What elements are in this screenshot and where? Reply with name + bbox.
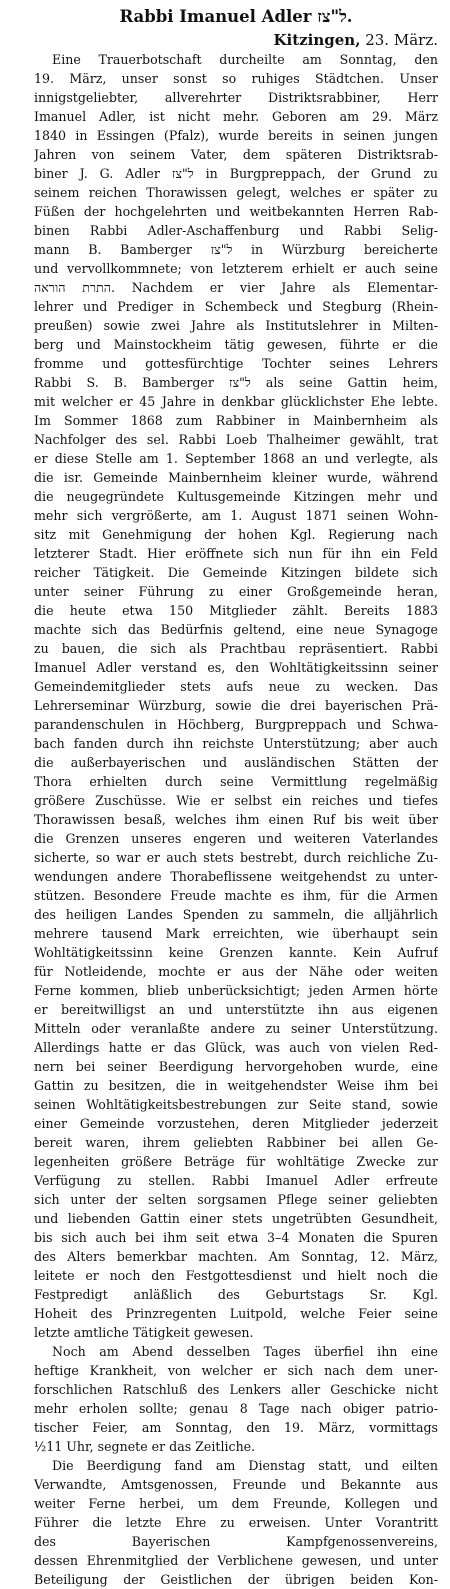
text-line: die neugegründete Kultusgemeinde Kitzingen mehr und xyxy=(34,489,438,504)
text-line: Thora erhielten durch seine Vermittlung regelmäßig xyxy=(34,774,438,789)
text-line: bis sich auch bei ihm seit etwa 3–4 Monaten die Spuren xyxy=(34,1230,438,1245)
text-line: Die Beerdigung fand am Dienstag statt, und eilten xyxy=(52,1458,438,1473)
text-line: die heute etwa 150 Mitglieder zählt. Bereits 1883 xyxy=(34,603,438,618)
text-line: dessen Ehrenmitglied der Verblichene gewesen, und unter xyxy=(34,1553,438,1568)
text-line: heftige Krankheit, von welcher er sich nach dem uner- xyxy=(34,1363,438,1378)
text-line: Ferne kommen, blieb unberücksichtigt; jeden Armen hörte xyxy=(34,983,438,998)
text-line: tischer Feier, am Sonntag, den 19. März, vormittags xyxy=(34,1420,438,1435)
text-line: Eine Trauerbotschaft durcheilte am Sonntag, den xyxy=(52,52,438,67)
text-line: letzterer Stadt. Hier eröffnete sich nun für ihn ein Feld xyxy=(34,546,438,561)
text-line: innigstgeliebter, allverehrter Distriktsrabbiner, Herr xyxy=(34,90,438,105)
text-line: legenheiten größere Beträge für wohltätige Zwecke zur xyxy=(34,1154,438,1169)
text-line: Lehrerseminar Würzburg, sowie die drei bayerischen Prä- xyxy=(34,698,438,713)
text-line: seinen Wohltätigkeitsbestrebungen zur Seite stand, sowie xyxy=(34,1097,438,1112)
text-line: größere Zuschüsse. Wie er selbst ein reiches und tiefes xyxy=(34,793,438,808)
article-title: Rabbi Imanuel Adler ל"צז. xyxy=(119,7,353,26)
text-line: התרת הוראה. Nachdem er vier Jahre als Elementar- xyxy=(34,280,438,295)
text-line: die Grenzen unseres engeren und weiteren Vaterlandes xyxy=(34,831,438,846)
text-line: binen Rabbi Adler-Aschaffenburg und Rabbi Selig- xyxy=(34,223,438,238)
text-line: ½11 Uhr, segnete er das Zeitliche. xyxy=(34,1439,256,1454)
text-line: parandenschulen in Höchberg, Burgpreppach und Schwa- xyxy=(34,717,438,732)
text-line: einer Gemeinde vorzustehen, deren Mitglieder jederzeit xyxy=(34,1116,438,1131)
text-line: er bereitwilligst an und unterstützte ihn aus eigenen xyxy=(34,1002,438,1017)
text-line: machte sich das Bedürfnis geltend, eine neue Synagoge xyxy=(34,622,438,637)
text-line: Festpredigt anläßlich des Geburtstags Sr. Kgl. xyxy=(34,1287,438,1302)
text-line: Beteiligung der Geistlichen der übrigen beiden Kon- xyxy=(34,1572,438,1587)
text-line: mehr sich vergrößerte, am 1. August 1871 seinen Wohn- xyxy=(34,508,438,523)
text-line: und vervollkommnete; von letzterem erhielt er auch seine xyxy=(34,261,438,276)
text-line: 1840 in Essingen (Pfalz), wurde bereits in seinen jungen xyxy=(34,128,438,143)
text-line: biner J. G. Adler ל"צז in Burgpreppach, der Grund zu xyxy=(34,166,438,181)
text-line: preußen) sowie zwei Jahre als Institutslehrer in Milten- xyxy=(34,318,438,333)
text-line: er diese Stelle am 1. September 1868 an und verlegte, als xyxy=(34,451,438,466)
text-line: des Bayerischen Kampfgenossenvereins, xyxy=(34,1534,438,1549)
text-line: Im Sommer 1868 zum Rabbiner in Mainbernheim als xyxy=(34,413,438,428)
text-line: mann B. Bamberger ל"צז in Würzburg bereicherte xyxy=(34,242,438,257)
text-line: 19. März, unser sonst so ruhiges Städtchen. Unser xyxy=(34,71,438,86)
text-line: die außerbayerischen und ausländischen Stätten der xyxy=(34,755,438,770)
text-line: weiter Ferne herbei, um dem Freunde, Kollegen und xyxy=(34,1496,438,1511)
text-line: reicher Tätigkeit. Die Gemeinde Kitzingen bildete sich xyxy=(34,565,438,580)
text-line: leitete er noch den Festgottesdienst und hielt noch die xyxy=(34,1268,438,1283)
text-line: Jahren von seinem Vater, dem späteren Distriktsrab- xyxy=(34,147,438,162)
text-line: und liebenden Gattin einer stets ungetrübten Gesundheit, xyxy=(34,1211,438,1226)
text-line: zu bauen, die sich als Prachtbau repräsentiert. Rabbi xyxy=(34,641,438,656)
text-line: Mitteln oder veranlaßte andere zu seiner Unterstützung. xyxy=(34,1021,438,1036)
text-line: forschlichen Ratschluß des Lenkers aller Geschicke nicht xyxy=(34,1382,438,1397)
text-line: fromme und gottesfürchtige Tochter seines Lehrers xyxy=(34,356,438,371)
text-line: Wohltätigkeitssinn keine Grenzen kannte. Kein Aufruf xyxy=(34,945,438,960)
text-line: Hoheit des Prinzregenten Luitpold, welche Feier seine xyxy=(34,1306,438,1321)
dateline xyxy=(34,30,438,50)
text-line: Allerdings hatte er das Glück, was auch von vielen Red- xyxy=(34,1040,438,1055)
text-line: Führer die letzte Ehre zu erweisen. Unter Vorantritt xyxy=(34,1515,438,1530)
text-line: Gemeindemitglieder stets aufs neue zu wecken. Das xyxy=(34,679,438,694)
text-line: nern bei seiner Beerdigung hervorgehoben wurde, eine xyxy=(34,1059,438,1074)
text-line: Rabbi S. B. Bamberger ל"צז als seine Gattin heim, xyxy=(34,375,438,390)
text-line: wendungen andere Thorabeflissene weitgehendst zu unter- xyxy=(34,869,438,884)
text-line: seinem reichen Thorawissen gelegt, welches er später zu xyxy=(34,185,438,200)
text-line: Thorawissen besaß, welches ihm einen Ruf bis weit über xyxy=(34,812,438,827)
text-line: für Notleidende, mochte er aus der Nähe oder weiten xyxy=(34,964,438,979)
text-line: Imanuel Adler, ist nicht mehr. Geboren am 29. März xyxy=(34,109,438,124)
text-line: sich unter der selten sorgsamen Pflege seiner geliebten xyxy=(34,1192,438,1207)
article-body xyxy=(34,50,438,1589)
text-line: bereit waren, ihrem geliebten Rabbiner bei allen Ge- xyxy=(34,1135,438,1150)
text-line: bach fanden durch ihn reichste Unterstützung; aber auch xyxy=(34,736,438,751)
text-line: unter seiner Führung zu einer Großgemeinde heran, xyxy=(34,584,438,599)
text-line: letzte amtliche Tätigkeit gewesen. xyxy=(34,1325,254,1340)
dateline-place: Kitzingen, xyxy=(273,31,361,49)
text-line: Nachfolger des sel. Rabbi Loeb Thalheimer gewählt, trat xyxy=(34,432,438,447)
text-line: lehrer und Prediger in Schembeck und Stegburg (Rhein- xyxy=(34,299,438,314)
text-line: Gattin zu besitzen, die in weitgehendster Weise ihm bei xyxy=(34,1078,438,1093)
text-line: mehr erholen sollte; genau 8 Tage nach obiger patrio- xyxy=(34,1401,438,1416)
text-line: sitz mit Genehmigung der hohen Kgl. Regierung nach xyxy=(34,527,438,542)
text-line: die isr. Gemeinde Mainbernheim kleiner wurde, während xyxy=(34,470,438,485)
text-line: des Alters bemerkbar machten. Am Sonntag, 12. März, xyxy=(34,1249,438,1264)
text-line: sicherte, so war er auch stets bestrebt, durch reichliche Zu- xyxy=(34,850,438,865)
text-line: Imanuel Adler verstand es, den Wohltätigkeitssinn seiner xyxy=(34,660,438,675)
text-line: Noch am Abend desselben Tages überfiel ihn eine xyxy=(52,1344,438,1359)
text-line: berg und Mainstockheim tätig gewesen, führte er die xyxy=(34,337,438,352)
dateline-date: 23. März. xyxy=(365,31,438,49)
text-line: stützen. Besondere Freude machte es ihm, für die Armen xyxy=(34,888,438,903)
text-line: Verwandte, Amtsgenossen, Freunde und Bekannte aus xyxy=(34,1477,438,1492)
text-line: Füßen der hochgelehrten und weitbekannten Herren Rab- xyxy=(34,204,438,219)
text-line: Verfügung zu stellen. Rabbi Imanuel Adler erfreute xyxy=(34,1173,438,1188)
text-line: mehrere tausend Mark erreichten, wie überhaupt sein xyxy=(34,926,438,941)
text-line: des heiligen Landes Spenden zu sammeln, die alljährlich xyxy=(34,907,438,922)
text-line: mit welcher er 45 Jahre in denkbar glücklichster Ehe lebte. xyxy=(34,394,438,409)
